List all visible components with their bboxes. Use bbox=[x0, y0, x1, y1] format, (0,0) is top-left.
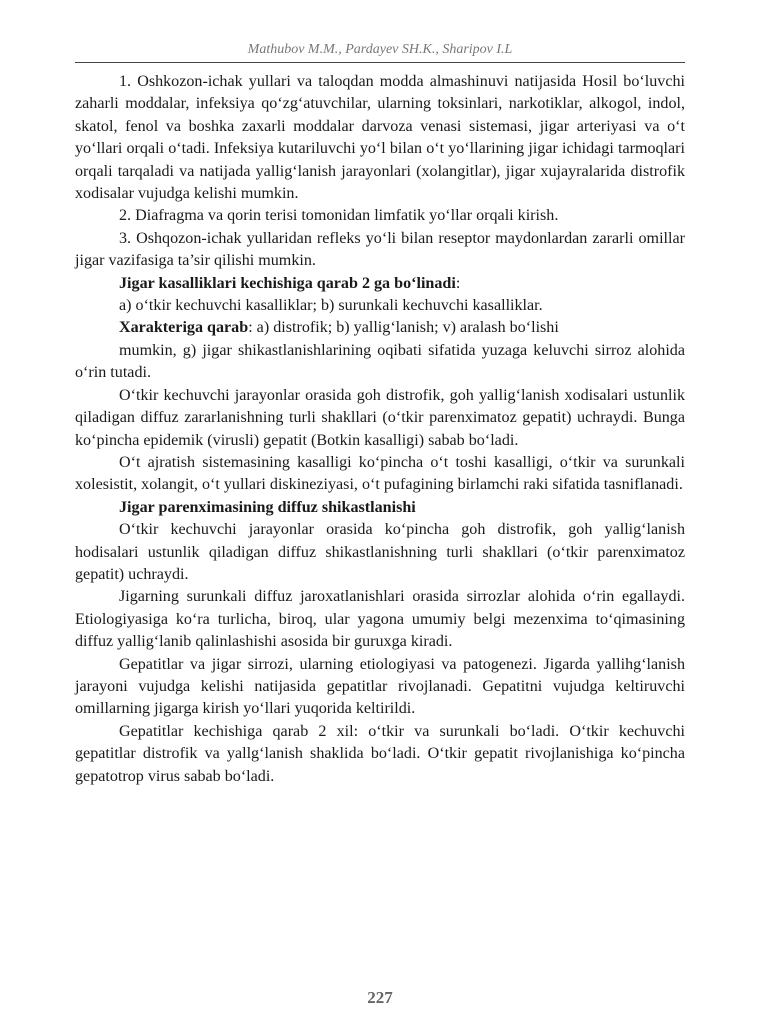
running-head: Mathubov M.M., Pardayev SH.K., Sharipov I.L bbox=[247, 42, 513, 57]
paragraph-hepatitis-course: Gepatitlar kechishiga qarab 2 xil: o‘tkir va surunkali bo‘ladi. O‘tkir kechuvchi gepatitlar distrofik va yallg‘lanish shaklida bo‘ladi. O‘tkir gepatit rivojlanishiga ko‘pincha gepatotrop virus sabab bo‘ladi. bbox=[75, 722, 685, 785]
paragraph-parenchyma: O‘tkir kechuvchi jarayonlar orasida ko‘pincha goh distrofik, goh yallig‘lanish hodisalari ustunlik qiladigan diffuz shikastlanishning turli shakllari (o‘tkir parenximatoz gepatit) uchraydi. bbox=[75, 521, 685, 583]
character-text: : a) distrofik; b) yallig‘lanish; v) aralash bo‘lishi bbox=[248, 319, 559, 337]
page-number: 227 bbox=[367, 988, 393, 1007]
paragraph-cirrhosis: Jigarning surunkali diffuz jaroxatlanishlari orasida sirrozlar alohida o‘rin egallaydi. Etiologiyasiga ko‘ra turlicha, biroq, ular yagona umumiy belgi mezenxima to‘qimasining diffuz yallig‘lanib qalinlashishi asosida bir guruxga kiradi. bbox=[75, 588, 685, 651]
section-heading-classification bbox=[75, 273, 685, 295]
section-heading-parenchyma bbox=[75, 497, 685, 519]
heading-parenchyma-text: Jigar parenximasining diffuz shikastlanishi bbox=[119, 498, 416, 516]
paragraph-types: a) o‘tkir kechuvchi kasalliklar; b) surunkali kechuvchi kasalliklar. bbox=[119, 297, 543, 315]
header-rule bbox=[75, 62, 685, 63]
paragraph-acute: O‘tkir kechuvchi jarayonlar orasida goh distrofik, goh yallig‘lanish xodisalari ustunlik qiladigan diffuz zararlanishning turli shakllari (o‘tkir parenximatoz gepatit) uchraydi. Bunga ko‘pincha epidemik (virusli) gepatit (Botkin kasalligi) sabab bo‘ladi. bbox=[75, 386, 685, 449]
paragraph-character bbox=[75, 317, 685, 339]
paragraph-character-cont: mumkin, g) jigar shikastlanishlarining oqibati sifatida yuzaga keluvchi sirroz alohida o‘rin tutadi. bbox=[75, 341, 685, 382]
paragraph-2: 2. Diafragma va qorin terisi tomonidan limfatik yo‘llar orqali kirish. bbox=[119, 207, 559, 225]
paragraph-1: 1. Oshkozon-ichak yullari va taloqdan modda almashinuvi natijasida Hosil bo‘luvchi zaharli moddalar, infeksiya qo‘zg‘atuvchilar, ularning toksinlari, narkotiklar, alkogol, indol, skatol, fenol va boshka zaxarli moddalar darvoza venasi sistemasi, jigar arteriyasi va o‘t yo‘llari orqali o‘tadi. Infeksiya kutariluvchi yo‘l bilan o‘t yo‘llarining jigar ichidagi tarmoqlari orqali tarqaladi va natijada yallig‘lanish jarayonlari (xolangitlar), jigar xujayralarida distrofik xodisalar vujudga kelishi mumkin. bbox=[75, 73, 685, 203]
paragraph-hepatitis-etiology: Gepatitlar va jigar sirrozi, ularning etiologiyasi va patogenezi. Jigarda yallihg‘lanish jarayoni vujudga kelishi natijasida gepatitlar rivojlanadi. Gepatitni vujudga keltiruvchi omillarning jigarga kirish yo‘llari yuqorida keltirildi. bbox=[75, 655, 685, 718]
paragraph-3: 3. Oshqozon-ichak yullaridan refleks yo‘li bilan reseptor maydonlardan zararli omillar jigar vazifasiga ta’sir qilishi mumkin. bbox=[75, 229, 685, 270]
heading-tail: : bbox=[455, 274, 461, 292]
paragraph-biliary: O‘t ajratish sistemasining kasalligi ko‘pincha o‘t toshi kasalligi, o‘tkir va surunkali xolesistit, xolangit, o‘t yullari diskineziyasi, o‘t pufagining birlamchi raki sifatida tasniflanadi. bbox=[75, 453, 685, 494]
heading-text: Jigar kasalliklari kechishiga qarab 2 ga bo‘linadi bbox=[119, 274, 456, 292]
character-label: Xarakteriga qarab bbox=[119, 319, 249, 337]
body-text bbox=[75, 71, 685, 788]
